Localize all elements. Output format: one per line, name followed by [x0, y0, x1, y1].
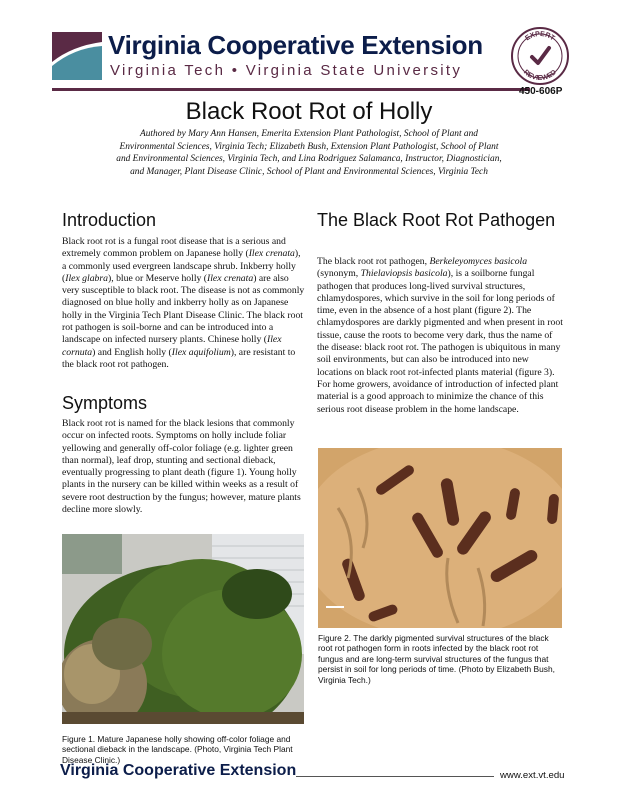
expert-reviewed-seal	[510, 26, 570, 86]
seal-bottom-text: REVIEWED	[521, 68, 559, 83]
pathogen-text: The black root rot pathogen, Berkeleyomyces basicola (synonym, Thielaviopsis basicola), is a soilborne fungal pathogen that produces long-lived survival structures, chlamydospores, which survive in the soil for long periods of time, even in the absence of a host plant (figure 2). The chlamydospores are darkly pigmented and when present in root tissue, cause the roots to become very dark, thus the name of the disease: black root rot. The pathogen is ubiquitous in many soil environments, but can also be introduced into new locations on black root rot-infected plants material (figure 3). For home growers, avoidance of introduction of infected plant material is a good approach to minimize the chance of this serious root disease problem in the home landscape.	[317, 256, 563, 415]
brand-subtitle: Virginia Tech • Virginia State University	[110, 62, 463, 79]
footer-brand: Virginia Cooperative Extension	[60, 762, 297, 779]
footer-url-link[interactable]: www.ext.vt.edu	[500, 770, 565, 781]
figure-2-chlamydospore-photo	[318, 448, 562, 628]
pathogen-heading: The Black Root Rot Pathogen	[317, 210, 556, 230]
authors: Authored by Mary Ann Hansen, Emerita Extension Plant Pathologist, School of Plant and Environmental Sciences, Virginia Tech; Elizabeth Bush, Extension Plant Pathologist, School of Plant and Environmental Sciences, Virginia Tech, and Lina Rodriguez Salamanca, Instructor, Diagnostician, and Manager, Plant Disease Clinic, School of Plant and Environmental Sciences, Virginia Tech	[116, 129, 502, 177]
publication-number: 450-606P	[519, 86, 563, 97]
brand-title: Virginia Cooperative Extension	[108, 30, 483, 60]
document-title: Black Root Rot of Holly	[185, 98, 433, 125]
introduction-heading: Introduction	[62, 210, 157, 230]
header-divider	[52, 88, 530, 91]
figure-2-caption: Figure 2. The darkly pigmented survival structures of the black root rot pathogen form in roots infected by the black root rot fungus and are long-term survival structures of the fungus that persist in soil for long periods of time. (Photo by Elizabeth Bush, Virginia Tech.)	[318, 633, 555, 685]
introduction-text: Black root rot is a fungal root disease that is a serious and extremely common problem on Japanese holly (Ilex crenata), a commonly used evergreen landscape shrub. Inkberry holly (Ilex glabra), blue or Meserve holly (Ilex crenata) are also very susceptible to black root. The disease is not as commonly diagnosed on blue holly and inkberry holly as on Japanese holly in the Virginia Tech Plant Disease Clinic. The black root rot pathogen is soil-borne and can be introduced into a landscape on infected nursery plants. Chinese holly (Ilex cornuta) and English holly (Ilex aquifolium), are resistant to the black root rot pathogen.	[62, 236, 305, 370]
figure-1-caption: Figure 1. Mature Japanese holly showing off-color foliage and sectional dieback in the landscape. (Photo, Virginia Tech Plant Disease Clinic.)	[62, 734, 293, 765]
footer-divider	[296, 776, 494, 777]
seal-top-text: EXPERT	[524, 30, 556, 43]
vce-logo-mark	[52, 32, 102, 80]
figure-1-holly-photo	[62, 534, 304, 724]
symptoms-heading: Symptoms	[62, 393, 148, 413]
symptoms-text: Black root rot is named for the black lesions that commonly occur on infected roots. Symptoms on holly include foliar yellowing and generally off-color foliage (e.g. lighter green than normal), leaf drop, stunting and sectional dieback, eventually progressing to plant death (figure 1). Young holly plants in the nursery can be killed within weeks as a result of severe root destruction by the fungus; however, mature plants decline more slowly.	[62, 418, 301, 516]
